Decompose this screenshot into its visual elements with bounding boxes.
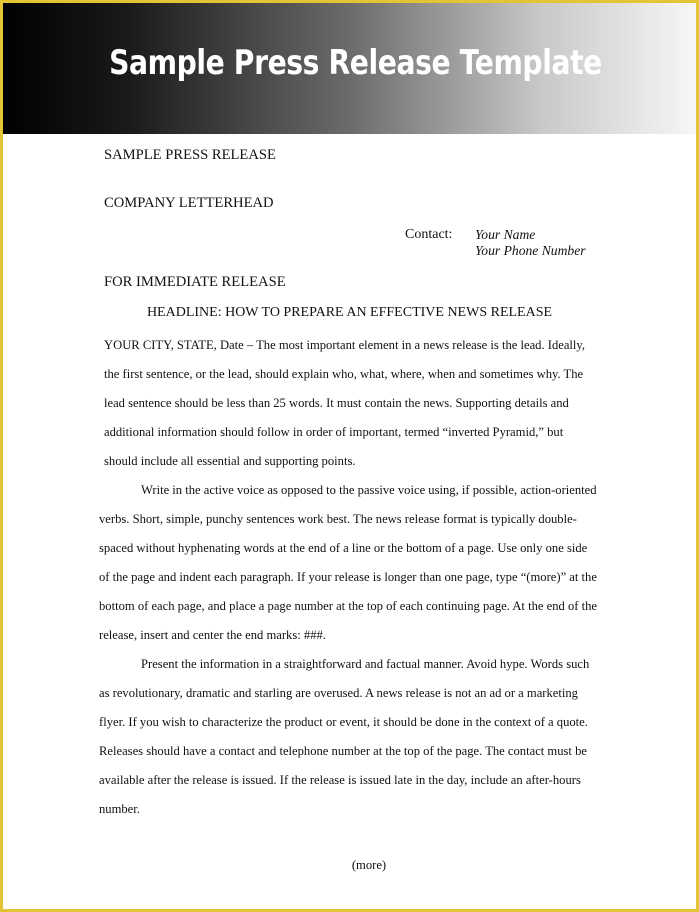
- paragraph-line: verbs. Short, simple, punchy sentences work best. The news release format is typically double-: [99, 512, 577, 526]
- more-marker: (more): [351, 858, 387, 872]
- letterhead: COMPANY LETTERHEAD: [104, 195, 274, 211]
- release-note: FOR IMMEDIATE RELEASE: [104, 274, 286, 290]
- paragraph-line: the first sentence, or the lead, should explain who, what, where, when and sometimes why. The: [104, 367, 584, 381]
- sample-heading: SAMPLE PRESS RELEASE: [104, 147, 276, 163]
- paragraph-line: release, insert and center the end marks: ###.: [99, 628, 326, 642]
- paragraph-line: YOUR CITY, STATE, Date – The most important element in a news release is the lead. Ideally,: [104, 338, 586, 352]
- paragraph-line: number.: [99, 802, 140, 816]
- paragraph-line: lead sentence should be less than 25 words. It must contain the news. Supporting details and: [104, 396, 569, 410]
- headline: HEADLINE: HOW TO PREPARE AN EFFECTIVE NEWS RELEASE: [146, 305, 553, 320]
- contact-phone: Your Phone Number: [475, 243, 586, 258]
- contact-label: Contact:: [405, 227, 453, 242]
- paragraph-manner: [99, 650, 589, 824]
- paragraph-line: spaced without hyphenating words at the end of a line or the bottom of a page. Use only one side: [99, 541, 588, 555]
- paragraph-line: should include all essential and supporting points.: [104, 454, 356, 468]
- paragraph-line: of the page and indent each paragraph. If your release is longer than one page, type “(more)” at the: [99, 570, 597, 584]
- paragraph-line: bottom of each page, and place a page number at the top of each continuing page. At the end of the: [99, 599, 597, 613]
- paragraph-line: Write in the active voice as opposed to the passive voice using, if possible, action-oriented: [141, 483, 597, 497]
- paragraph-line: available after the release is issued. If the release is issued late in the day, include an after-hours: [99, 773, 581, 787]
- contact-name: Your Name: [475, 227, 536, 242]
- paragraph-line: as revolutionary, dramatic and starling are overused. A news release is not an ad or a marketing: [99, 686, 578, 700]
- paragraph-lead: [104, 331, 585, 476]
- paragraph-line: Present the information in a straightforward and factual manner. Avoid hype. Words such: [141, 657, 590, 671]
- paragraph-line: flyer. If you wish to characterize the product or event, it should be done in the context of a quote.: [99, 715, 588, 729]
- paragraph-line: Releases should have a contact and telephone number at the top of the page. The contact must be: [99, 744, 587, 758]
- paragraph-voice: [99, 476, 597, 650]
- paragraph-line: additional information should follow in order of important, termed “inverted Pyramid,” but: [104, 425, 564, 439]
- banner-title: Sample Press Release Template: [109, 43, 602, 83]
- press-release-document: [3, 3, 696, 909]
